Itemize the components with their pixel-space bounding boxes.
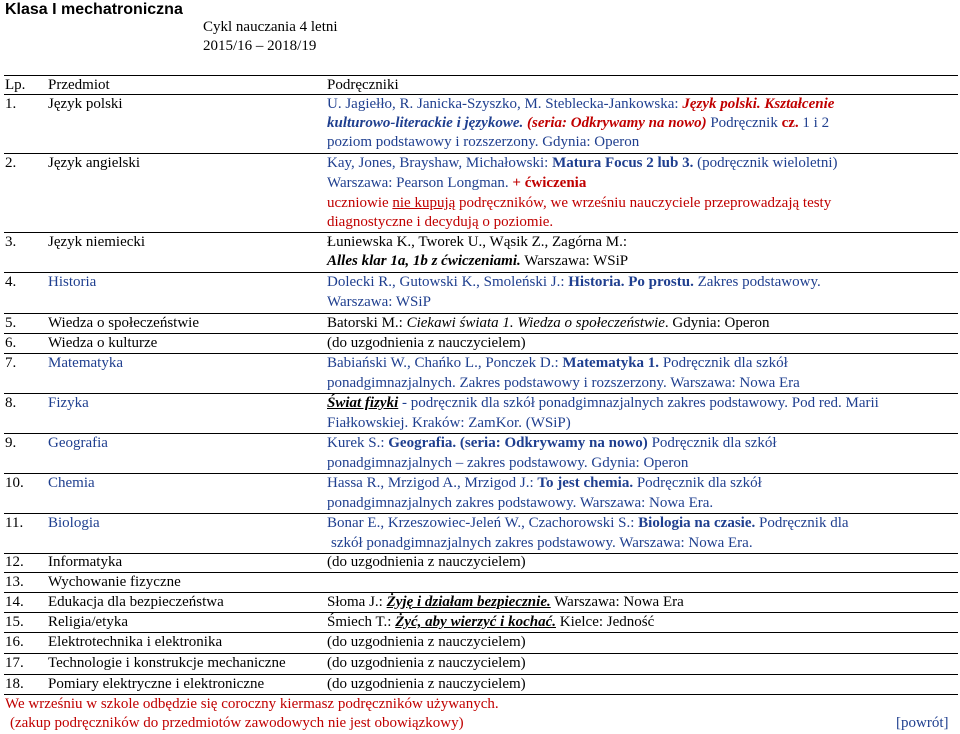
- row-number: 8.: [5, 395, 17, 411]
- table-top-rule: [4, 75, 958, 76]
- book-line: ponadgimnazjalnych – zakres podstawowy. Gdynia: Operon: [327, 455, 689, 471]
- school-years: 2015/16 – 2018/19: [203, 38, 317, 54]
- book-line: (do uzgodnienia z nauczycielem): [327, 655, 526, 671]
- book-line: uczniowie nie kupują podręczników, we wrześniu nauczyciele przeprowadzają testy: [327, 195, 832, 211]
- book-line: Dolecki R., Gutowski K., Smoleński J.: Historia. Po prostu. Zakres podstawowy.: [327, 274, 821, 290]
- row-number: 4.: [5, 274, 17, 290]
- subject-name: Historia: [48, 274, 97, 290]
- cycle-label: Cykl nauczania 4 letni: [203, 19, 338, 35]
- book-line: Kurek S.: Geografia. (seria: Odkrywamy na nowo) Podręcznik dla szkół: [327, 435, 777, 451]
- back-link[interactable]: [powrót]: [896, 715, 949, 731]
- subject-name: Matematyka: [48, 355, 123, 371]
- book-line: diagnostyczne i decydują o poziomie.: [327, 214, 554, 230]
- row-number: 2.: [5, 155, 17, 171]
- subject-name: Technologie i konstrukcje mechaniczne: [48, 655, 286, 671]
- row-number: 18.: [5, 676, 24, 692]
- subject-name: Wiedza o społeczeństwie: [48, 315, 199, 331]
- subject-name: Język angielski: [48, 155, 141, 171]
- subject-name: Biologia: [48, 515, 100, 531]
- book-line: Słoma J.: Żyję i działam bezpiecznie. Warszawa: Nowa Era: [327, 594, 684, 610]
- subject-name: Fizyka: [48, 395, 89, 411]
- row-number: 6.: [5, 335, 17, 351]
- book-line: Świat fizyki - podręcznik dla szkół ponadgimnazjalnych zakres podstawowy. Pod red. Marii: [327, 395, 879, 411]
- subject-name: Pomiary elektryczne i elektroniczne: [48, 676, 265, 692]
- book-line: Kay, Jones, Brayshaw, Michałowski: Matura Focus 2 lub 3. (podręcznik wieloletni): [327, 155, 838, 171]
- row-number: 12.: [5, 554, 24, 570]
- row-number: 7.: [5, 355, 17, 371]
- subject-name: Informatyka: [48, 554, 123, 570]
- subject-name: Edukacja dla bezpieczeństwa: [48, 594, 224, 610]
- book-line: Śmiech T.: Żyć, aby wierzyć i kochać. Kielce: Jedność: [327, 614, 655, 630]
- fair-note: We wrześniu w szkole odbędzie się coroczny kiermasz podręczników używanych.: [5, 696, 499, 712]
- row-number: 3.: [5, 234, 17, 250]
- book-line: U. Jagiełło, R. Janicka-Szyszko, M. Steblecka-Jankowska: Język polski. Kształcenie: [327, 96, 835, 112]
- row-number: 17.: [5, 655, 24, 671]
- subject-name: Język polski: [48, 96, 123, 112]
- book-line: ponadgimnazjalnych. Zakres podstawowy i rozszerzony. Warszawa: Nowa Era: [327, 375, 800, 391]
- book-line: (do uzgodnienia z nauczycielem): [327, 335, 526, 351]
- book-line: Alles klar 1a, 1b z ćwiczeniami. Warszawa: WSiP: [327, 253, 629, 269]
- row-number: 13.: [5, 574, 24, 590]
- book-line: (do uzgodnienia z nauczycielem): [327, 676, 526, 692]
- row-number: 14.: [5, 594, 24, 610]
- book-line: Bonar E., Krzeszowiec-Jeleń W., Czachorowski S.: Biologia na czasie. Podręcznik dla: [327, 515, 849, 531]
- book-line: ponadgimnazjalnych zakres podstawowy. Warszawa: Nowa Era.: [327, 495, 714, 511]
- subject-name: Język niemiecki: [48, 234, 146, 250]
- column-header-books: Podręczniki: [327, 77, 399, 93]
- subject-name: Elektrotechnika i elektronika: [48, 634, 223, 650]
- column-header-lp: Lp.: [5, 77, 26, 93]
- row-number: 15.: [5, 614, 24, 630]
- book-line: Batorski M.: Ciekawi świata 1. Wiedza o społeczeństwie. Gdynia: Operon: [327, 315, 770, 331]
- subject-name: Wiedza o kulturze: [48, 335, 158, 351]
- row-number: 11.: [5, 515, 24, 531]
- vocational-note: (zakup podręczników do przedmiotów zawodowych nie jest obowiązkowy): [10, 715, 464, 731]
- book-line: Warszawa: Pearson Longman. + ćwiczenia: [327, 175, 587, 191]
- book-line: Babiański W., Chańko L., Ponczek D.: Matematyka 1. Podręcznik dla szkół: [327, 355, 788, 371]
- subject-name: Geografia: [48, 435, 108, 451]
- book-line: Fiałkowskiej. Kraków: ZamKor. (WSiP): [327, 415, 571, 431]
- book-line: (do uzgodnienia z nauczycielem): [327, 634, 526, 650]
- book-line: (do uzgodnienia z nauczycielem): [327, 554, 526, 570]
- page-title: Klasa I mechatroniczna: [5, 1, 183, 18]
- book-line: szkół ponadgimnazjalnych zakres podstawowy. Warszawa: Nowa Era.: [331, 535, 753, 551]
- row-number: 10.: [5, 475, 24, 491]
- subject-name: Religia/etyka: [48, 614, 128, 630]
- row-number: 16.: [5, 634, 24, 650]
- book-line: Hassa R., Mrzigod A., Mrzigod J.: To jest chemia. Podręcznik dla szkół: [327, 475, 762, 491]
- subject-name: Chemia: [48, 475, 95, 491]
- column-header-subject: Przedmiot: [48, 77, 110, 93]
- row-number: 9.: [5, 435, 17, 451]
- book-line: kulturowo-literackie i językowe. (seria: Odkrywamy na nowo) Podręcznik cz. 1 i 2: [327, 115, 830, 131]
- subject-name: Wychowanie fizyczne: [48, 574, 181, 590]
- book-line: Warszawa: WSiP: [327, 294, 431, 310]
- book-line: Łuniewska K., Tworek U., Wąsik Z., Zagórna M.:: [327, 234, 627, 250]
- book-line: poziom podstawowy i rozszerzony. Gdynia: Operon: [327, 134, 640, 150]
- row-number: 5.: [5, 315, 17, 331]
- row-number: 1.: [5, 96, 17, 112]
